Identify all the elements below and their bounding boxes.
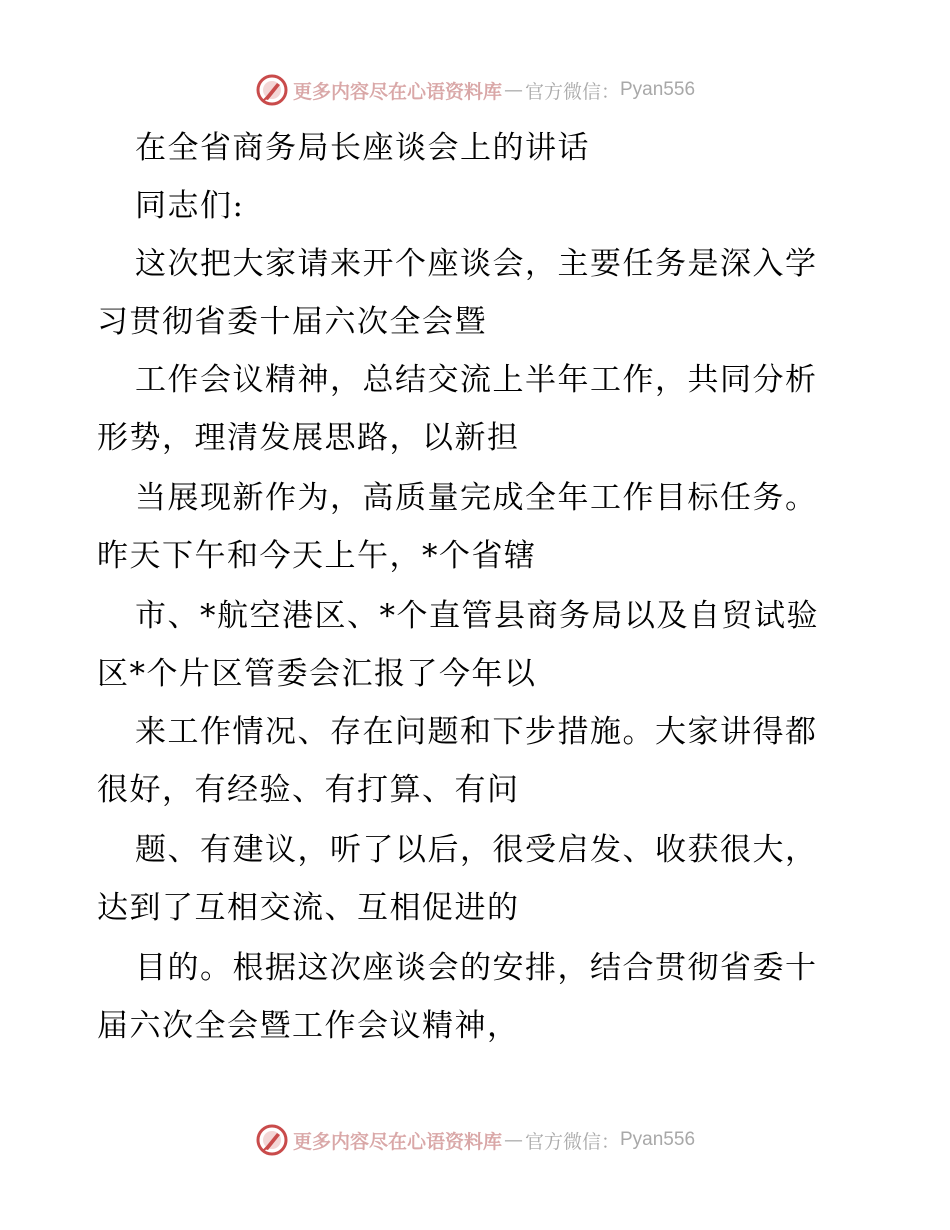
header-watermark xyxy=(0,70,950,110)
watermark-wechat-label: 官方微信： xyxy=(524,1130,620,1153)
paragraph-line: 达到了互相交流、互相促进的 xyxy=(97,890,520,926)
paragraph-line: 目的。根据这次座谈会的安排，结合贯彻省委十 xyxy=(135,950,818,986)
paragraph-line: 工作会议精神，总结交流上半年工作，共同分析 xyxy=(135,362,818,398)
watermark-text: 更多内容尽在心语资料库 xyxy=(292,80,502,103)
paragraph-line: 习贯彻省委十届六次全会暨 xyxy=(97,304,487,340)
paragraph-line: 昨天下午和今天上午，*个省辖 xyxy=(97,538,537,574)
watermark-wechat-id: Pyan556 xyxy=(620,1129,696,1150)
paragraph-line: 来工作情况、存在问题和下步措施。大家讲得都 xyxy=(135,714,818,750)
footer-watermark xyxy=(0,1120,950,1160)
watermark-text: 更多内容尽在心语资料库 xyxy=(292,1130,502,1153)
paragraph-line: 区*个片区管委会汇报了今年以 xyxy=(97,656,537,692)
paragraph-line: 届六次全会暨工作会议精神， xyxy=(97,1008,520,1044)
paragraph-line: 形势，理清发展思路，以新担 xyxy=(97,420,520,456)
watermark-dash: — xyxy=(503,1129,523,1151)
paragraph-line: 市、*航空港区、*个直管县商务局以及自贸试验 xyxy=(135,598,819,634)
feather-logo-icon xyxy=(255,1123,289,1157)
document-title: 在全省商务局长座谈会上的讲话 xyxy=(135,130,590,166)
feather-logo-icon xyxy=(255,73,289,107)
paragraph-line: 这次把大家请来开个座谈会，主要任务是深入学 xyxy=(135,246,818,282)
watermark-dash: — xyxy=(503,79,523,101)
watermark-wechat-label: 官方微信： xyxy=(524,80,620,103)
watermark-wechat-id: Pyan556 xyxy=(620,79,696,100)
paragraph-line: 题、有建议，听了以后，很受启发、收获很大， xyxy=(135,832,818,868)
paragraph-line: 同志们: xyxy=(135,188,245,224)
paragraph-line: 很好，有经验、有打算、有问 xyxy=(97,772,520,808)
paragraph-line: 当展现新作为，高质量完成全年工作目标任务。 xyxy=(135,480,818,516)
